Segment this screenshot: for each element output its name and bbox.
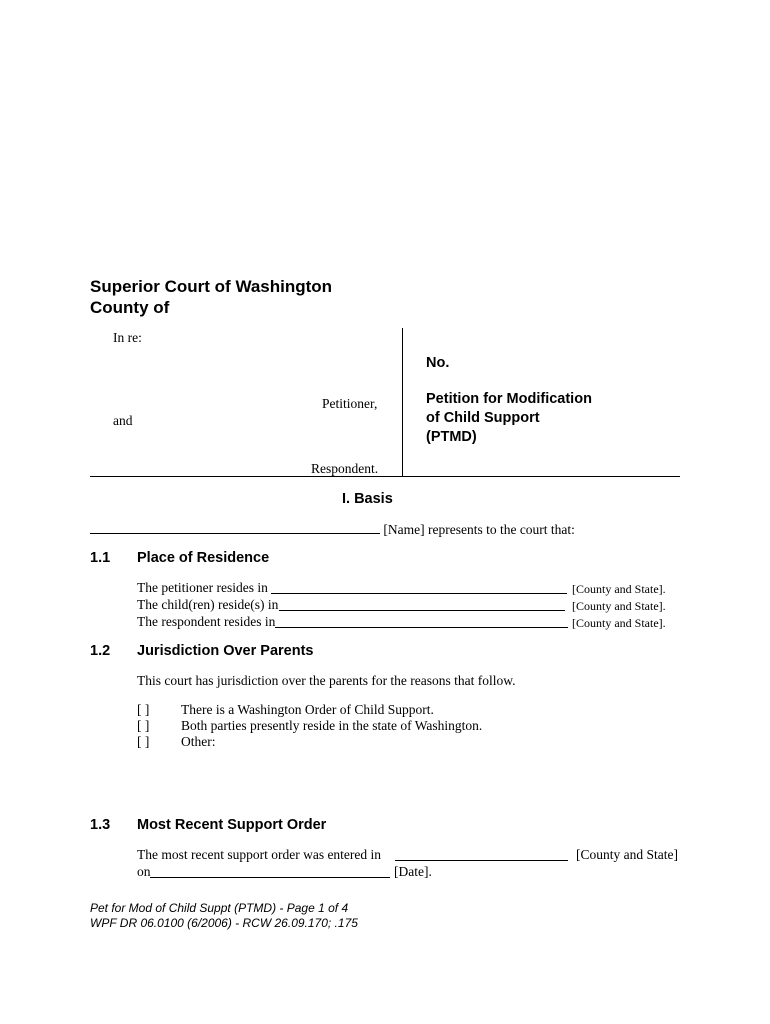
- residence-suffix: [County and State].: [572, 582, 666, 596]
- section-1-3-title: Most Recent Support Order: [137, 817, 327, 833]
- residence-blank-respondent[interactable]: [275, 615, 568, 633]
- order-date-blank[interactable]: [150, 865, 390, 883]
- residence-row-petitioner: [137, 580, 268, 596]
- in-re-label: In re:: [113, 330, 142, 345]
- residence-row-children: [137, 597, 278, 613]
- section-1-2-number: 1.2: [90, 643, 111, 659]
- residence-suffix: [County and State].: [572, 599, 666, 613]
- option-text: There is a Washington Order of Child Support.: [181, 702, 434, 717]
- residence-label: The respondent resides in: [137, 614, 276, 629]
- footer-page-info: Pet for Mod of Child Suppt (PTMD) - Page 1 of 4: [90, 901, 349, 915]
- residence-blank-petitioner[interactable]: [271, 581, 567, 599]
- section-1-1-title: Place of Residence: [137, 550, 270, 566]
- and-label: and: [113, 413, 133, 428]
- section-1-2-title: Jurisdiction Over Parents: [137, 643, 314, 659]
- residence-suffix: [County and State].: [572, 616, 666, 630]
- residence-label: The child(ren) reside(s) in: [137, 597, 279, 612]
- document-title-line3: (PTMD): [426, 429, 477, 445]
- order-date-label: on: [137, 864, 151, 879]
- petitioner-label: Petitioner,: [322, 396, 378, 411]
- order-entered-label: The most recent support order was entered in: [137, 847, 382, 862]
- section-heading: I. Basis: [342, 491, 393, 507]
- option-checkbox[interactable]: [ ]: [137, 718, 150, 733]
- county-label: County of: [90, 298, 170, 317]
- court-name: Superior Court of Washington: [90, 277, 333, 296]
- case-number-label: No.: [426, 355, 450, 371]
- option-checkbox[interactable]: [ ]: [137, 734, 150, 749]
- document-title-line1: Petition for Modification: [426, 391, 592, 407]
- name-suffix: [Name] represents to the court that:: [383, 522, 575, 537]
- option-text: Both parties presently reside in the state of Washington.: [181, 718, 483, 733]
- section-1-3-number: 1.3: [90, 817, 111, 833]
- residence-blank-children[interactable]: [279, 598, 565, 616]
- respondent-label: Respondent.: [311, 461, 379, 476]
- order-county-suffix: [County and State]: [576, 847, 678, 862]
- option-checkbox[interactable]: [ ]: [137, 702, 150, 717]
- name-line: [90, 522, 575, 538]
- option-text: Other:: [181, 734, 216, 749]
- section-1-1-number: 1.1: [90, 550, 111, 566]
- name-blank[interactable]: [90, 522, 380, 534]
- order-date-suffix: [Date].: [394, 864, 432, 879]
- caption-divider: [402, 328, 403, 476]
- jurisdiction-intro: This court has jurisdiction over the parents for the reasons that follow.: [137, 673, 516, 688]
- footer-form-code: WPF DR 06.0100 (6/2006) - RCW 26.09.170; .175: [90, 916, 358, 930]
- document-title-line2: of Child Support: [426, 410, 540, 426]
- residence-label: The petitioner resides in: [137, 580, 268, 595]
- residence-row-respondent: [137, 614, 275, 630]
- caption-bottom-rule: [90, 476, 680, 477]
